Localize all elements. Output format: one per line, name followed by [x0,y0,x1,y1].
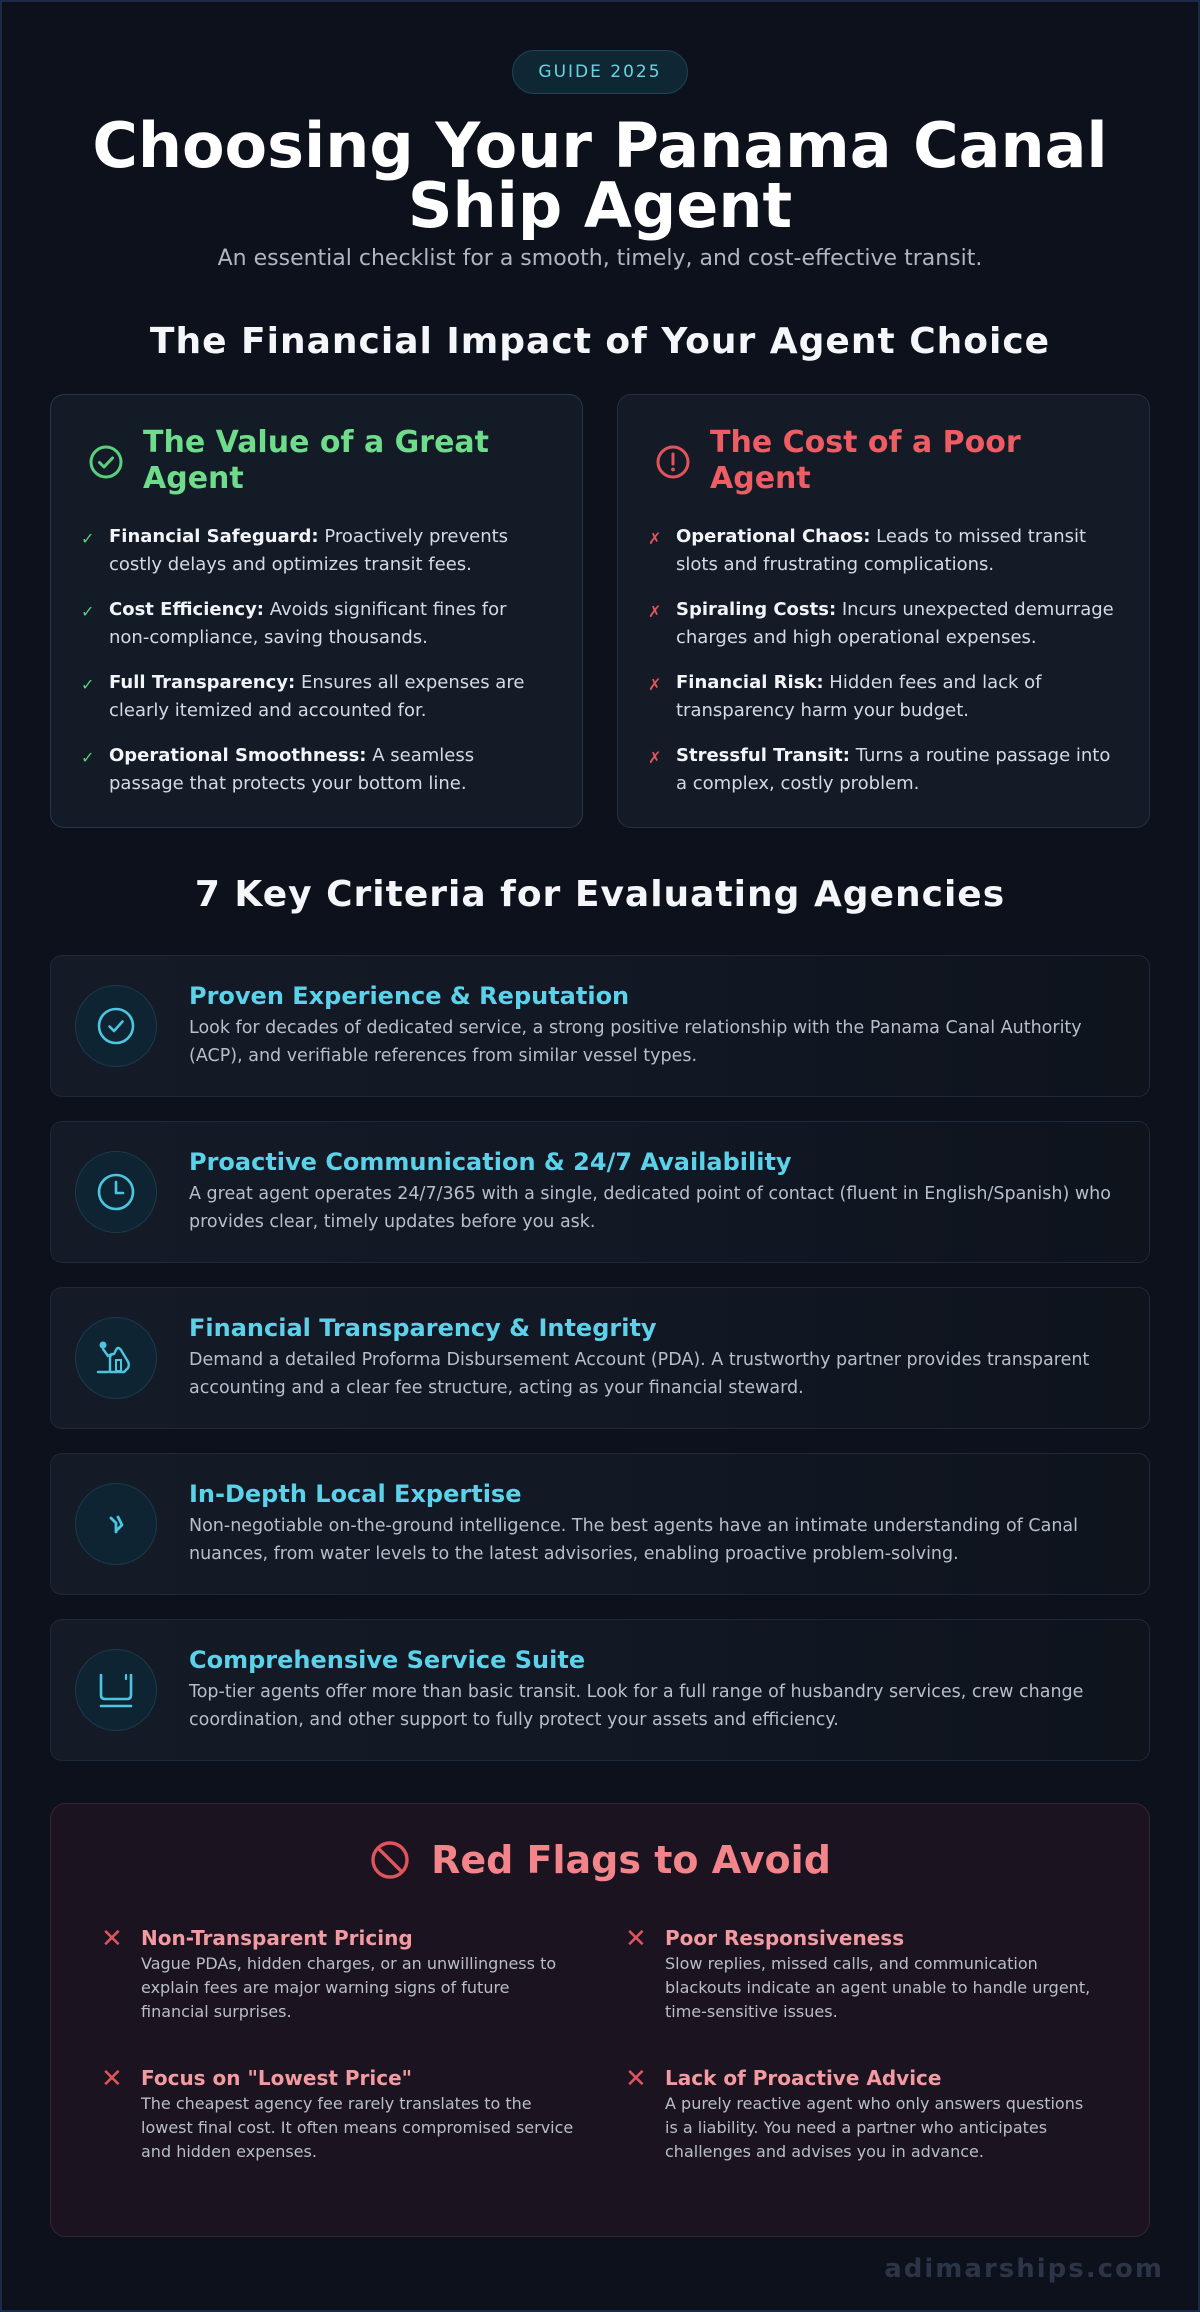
service-tray-icon [95,1669,137,1711]
red-flag-item [625,2066,1099,2164]
great-agent-title: The Value of a Great Agent [143,425,490,496]
point-term: Stressful Transit: [676,745,850,766]
criterion-title: Proactive Communication & 24/7 Availability [189,1148,792,1176]
check-circle-icon [96,1006,136,1046]
page-title: Choosing Your Panama Canal Ship Agent [92,109,1108,242]
point-term: Full Transparency: [109,672,296,693]
red-flag-item [625,1926,1099,2024]
page-subtitle: An essential checklist for a smooth, timely, and cost-effective transit. [217,246,983,271]
point-text: Avoids significant fines for non-compliance, saving thousands. [109,599,507,648]
point-text: Proactively prevents costly delays and optimizes transit fees. [109,526,509,575]
criterion-title: Proven Experience & Reputation [189,982,630,1010]
point-term: Spiraling Costs: [676,599,837,620]
point-text: Turns a routine passage into a complex, costly problem. [676,745,1111,794]
point-text: Leads to missed transit slots and frustrating complications. [676,526,1087,575]
cross-mark-icon: ✗ [648,748,662,767]
bad-point [648,523,1115,579]
point-term: Cost Efficiency: [109,599,264,620]
good-point [81,596,548,652]
criterion-description: Look for decades of dedicated service, a strong positive relationship with the Panama Canal Authority (ACP), and verifiable references from similar vessel types. [189,1018,1082,1066]
criterion-title: Financial Transparency & Integrity [189,1314,657,1342]
exclamation-circle-icon [654,443,692,481]
impact-heading: The Financial Impact of Your Agent Choice [149,321,1051,362]
footer-watermark: adimarships.com [884,2254,1164,2284]
point-text: Incurs unexpected demurrage charges and high operational expenses. [676,599,1114,648]
financial-impact-section [0,321,1200,828]
point-term: Operational Smoothness: [109,745,367,766]
check-mark-icon: ✓ [81,602,95,621]
cross-mark-icon: ✗ [648,602,662,621]
red-flag-item [101,1926,575,2024]
point-term: Financial Risk: [676,672,824,693]
criterion-transparency [50,1287,1150,1429]
good-point [81,523,548,579]
clock-icon [96,1172,136,1212]
criterion-description: Demand a detailed Proforma Disbursement Account (PDA). A trustworthy partner provides transparent accounting and a clear fee structure, acting as your financial steward. [189,1350,1090,1398]
check-mark-icon: ✓ [81,675,95,694]
criteria-section [0,874,1200,1761]
poor-agent-card [617,394,1150,828]
red-flag-title: Poor Responsiveness [665,1926,905,1950]
criterion-description: Non-negotiable on-the-ground intelligence. The best agents have an intimate understanding of Canal nuances, from water levels to the latest advisories, enabling proactive problem-solving. [189,1516,1079,1564]
x-icon: ✕ [101,1924,123,1954]
bad-point [648,669,1115,725]
red-flag-description: Slow replies, missed calls, and communication blackouts indicate an agent unable to handle urgent, time-sensitive issues. [665,1954,1091,2021]
poor-agent-points [648,523,1115,798]
check-mark-icon: ✓ [81,748,95,767]
good-point [81,742,548,798]
x-icon: ✕ [625,1924,647,1954]
point-term: Financial Safeguard: [109,526,319,547]
point-text: A seamless passage that protects your bottom line. [109,745,475,794]
red-flag-title: Focus on "Lowest Price" [141,2066,413,2090]
criterion-description: Top-tier agents offer more than basic transit. Look for a full range of husbandry services, crew change coordination, and other support to fully protect your assets and efficiency. [189,1682,1084,1730]
red-flag-item [101,2066,575,2164]
red-flag-title: Lack of Proactive Advice [665,2066,942,2090]
check-mark-icon: ✓ [81,529,95,548]
check-circle-icon [87,443,125,481]
poor-agent-title: The Cost of a Poor Agent [710,425,1021,496]
point-text: Hidden fees and lack of transparency harm your budget. [676,672,1042,721]
point-term: Operational Chaos: [676,526,871,547]
point-text: Ensures all expenses are clearly itemized and accounted for. [109,672,525,721]
x-icon: ✕ [625,2064,647,2094]
bad-point [648,596,1115,652]
red-flag-title: Non-Transparent Pricing [141,1926,413,1950]
great-agent-card [50,394,583,828]
great-agent-points [81,523,548,798]
prohibited-icon [369,1839,411,1881]
criterion-title: In-Depth Local Expertise [189,1480,522,1508]
route-arrow-icon [96,1504,136,1544]
x-icon: ✕ [101,2064,123,2094]
red-flags-title: Red Flags to Avoid [431,1838,831,1882]
red-flags-panel [50,1803,1150,2237]
criteria-heading: 7 Key Criteria for Evaluating Agencies [194,874,1006,915]
red-flag-description: A purely reactive agent who only answers questions is a liability. You need a partner who anticipates challenges and advises you in advance. [665,2094,1084,2161]
red-flag-description: Vague PDAs, hidden charges, or an unwillingness to explain fees are major warning signs of future financial surprises. [141,1954,557,2021]
hand-coin-icon [94,1336,138,1380]
page-header [0,0,1200,271]
criterion-local-expertise [50,1453,1150,1595]
red-flag-description: The cheapest agency fee rarely translates to the lowest final cost. It often means compromised service and hidden expenses. [141,2094,574,2161]
criterion-experience [50,955,1150,1097]
good-point [81,669,548,725]
bad-point [648,742,1115,798]
criterion-service-suite [50,1619,1150,1761]
criterion-communication [50,1121,1150,1263]
cross-mark-icon: ✗ [648,675,662,694]
cross-mark-icon: ✗ [648,529,662,548]
criterion-title: Comprehensive Service Suite [189,1646,586,1674]
guide-badge: GUIDE 2025 [512,50,687,94]
criterion-description: A great agent operates 24/7/365 with a single, dedicated point of contact (fluent in English/Spanish) who provides clear, timely updates before you ask. [189,1184,1111,1232]
